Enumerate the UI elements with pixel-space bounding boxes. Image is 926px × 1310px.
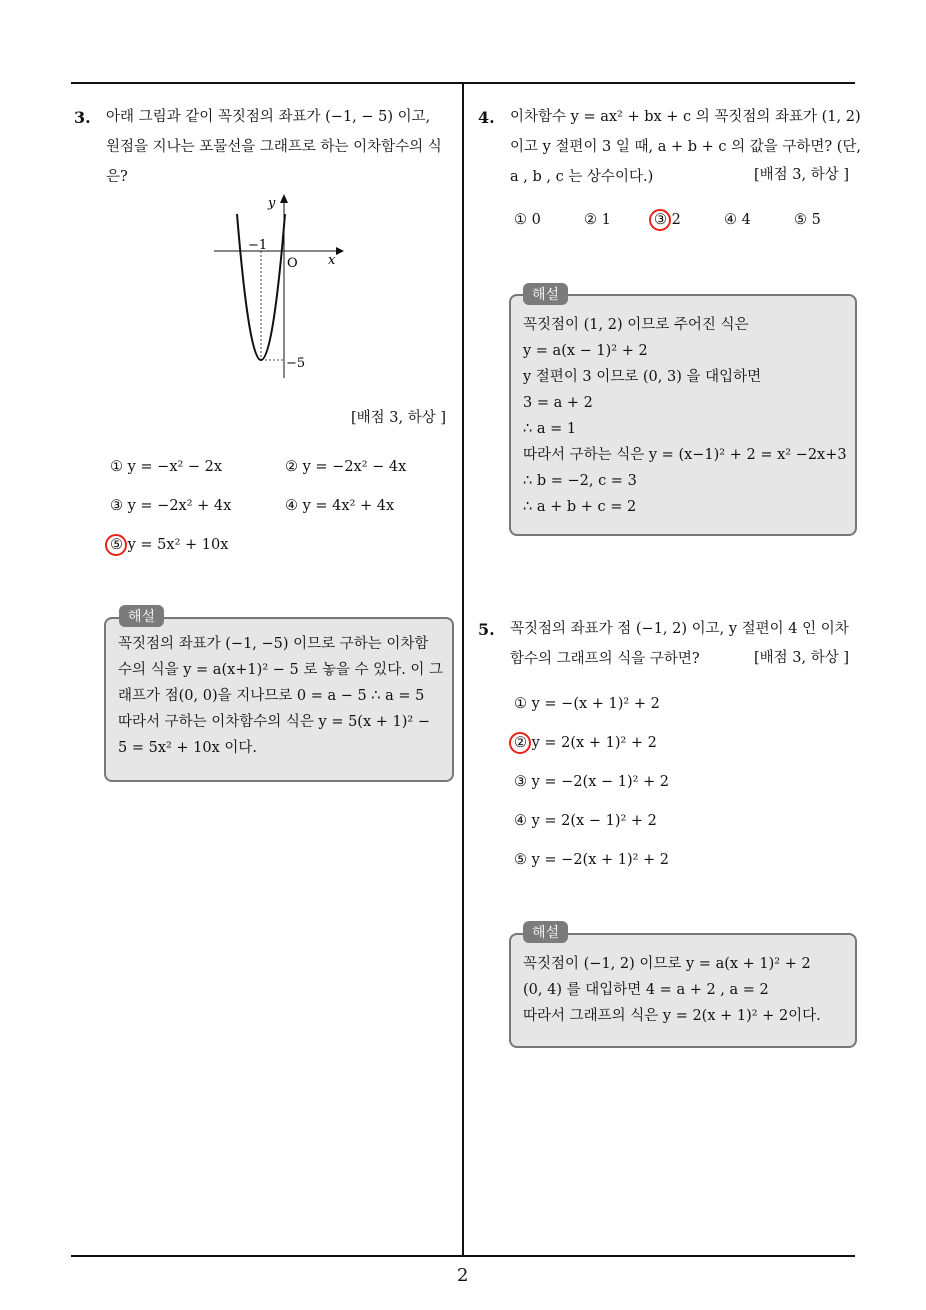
choice-3[interactable]: ③ 2 — [654, 212, 681, 228]
question-line: 함수의 그래프의 식을 구하면? — [510, 651, 700, 667]
question-line: 아래 그림과 같이 꼭짓점의 좌표가 (−1, − 5) 이고, — [106, 109, 431, 125]
solution-line: 5 = 5x² + 10x 이다. — [118, 740, 258, 756]
choice-4[interactable]: ④ y = 2(x − 1)² + 2 — [514, 813, 657, 829]
choice-5[interactable]: ⑤ y = 5x² + 10x — [110, 537, 229, 553]
solution-tag: 해설 — [523, 283, 568, 305]
answer-mark-circle — [649, 209, 671, 231]
answer-mark-circle — [105, 534, 127, 556]
page-number: 2 — [457, 1265, 469, 1286]
solution-box — [509, 933, 857, 1048]
choice-3[interactable]: ③ y = −2(x − 1)² + 2 — [514, 774, 670, 790]
choice-4[interactable]: ④ 4 — [724, 212, 751, 228]
solution-line: ∴ b = −2, c = 3 — [523, 473, 637, 489]
question-text — [106, 102, 442, 192]
choice-4[interactable]: ④ y = 4x² + 4x — [285, 498, 395, 514]
origin-label: O — [287, 256, 298, 271]
question-line: 이차함수 y = ax² + bx + c 의 꼭짓점의 좌표가 (1, 2) — [510, 109, 861, 125]
answer-mark-circle — [509, 732, 531, 754]
question-number: 5. — [478, 620, 495, 639]
tick-label-neg5: −5 — [286, 356, 306, 371]
solution-line: 래프가 점(0, 0)을 지나므로 0 = a − 5 ∴ a = 5 — [118, 688, 425, 704]
tick-label-neg1: −1 — [248, 238, 268, 253]
solution-box — [104, 617, 454, 782]
solution-line: 수의 식을 y = a(x+1)² − 5 로 놓을 수 있다. 이 그 — [118, 662, 444, 678]
choice-3[interactable]: ③ y = −2x² + 4x — [110, 498, 232, 514]
choice-2[interactable]: ② y = −2x² − 4x — [285, 459, 407, 475]
choice-1[interactable]: ① 0 — [514, 212, 541, 228]
question-line: 이고 y 절편이 3 일 때, a + b + c 의 값을 구하면? (단, — [510, 139, 862, 155]
solution-tag: 해설 — [119, 605, 164, 627]
solution-line: y 절편이 3 이므로 (0, 3) 을 대입하면 — [523, 369, 762, 385]
solution-line: 따라서 구하는 식은 y = (x−1)² + 2 = x² −2x+3 — [523, 447, 847, 463]
solution-box — [509, 294, 857, 536]
score-label: [배점 3, 하상 ] — [351, 410, 447, 426]
choice-2[interactable]: ② 1 — [584, 212, 611, 228]
solution-text — [523, 951, 821, 1029]
solution-text — [118, 631, 443, 761]
choice-1[interactable]: ① y = −x² − 2x — [110, 459, 223, 475]
question-line: 원점을 지나는 포물선을 그래프로 하는 이차함수의 식 — [106, 139, 442, 155]
solution-line: 꼭짓점이 (−1, 2) 이므로 y = a(x + 1)² + 2 — [523, 956, 811, 972]
x-axis-arrow — [336, 247, 344, 255]
solution-line: 3 = a + 2 — [523, 395, 593, 411]
y-axis-arrow — [280, 194, 288, 203]
question-number: 3. — [74, 108, 91, 127]
parabola-graph — [210, 192, 350, 382]
solution-line: (0, 4) 를 대입하면 4 = a + 2 , a = 2 — [523, 982, 769, 998]
solution-line: ∴ a + b + c = 2 — [523, 499, 637, 515]
column-divider — [462, 82, 464, 1256]
solution-line: 꼭짓점이 (1, 2) 이므로 주어진 식은 — [523, 317, 749, 333]
question-line: a , b , c 는 상수이다.) — [510, 169, 654, 185]
choice-5[interactable]: ⑤ 5 — [794, 212, 821, 228]
choice-5[interactable]: ⑤ y = −2(x + 1)² + 2 — [514, 852, 670, 868]
score-label: [배점 3, 하상 ] — [754, 650, 850, 666]
score-label: [배점 3, 하상 ] — [754, 167, 850, 183]
y-axis-label: y — [268, 196, 276, 211]
solution-line: y = a(x − 1)² + 2 — [523, 343, 648, 359]
question-number: 4. — [478, 108, 495, 127]
question-line: 은? — [106, 169, 128, 185]
solution-line: 따라서 구하는 이차함수의 식은 y = 5(x + 1)² − — [118, 714, 430, 730]
solution-line: 따라서 그래프의 식은 y = 2(x + 1)² + 2이다. — [523, 1008, 821, 1024]
solution-line: 꼭짓점의 좌표가 (−1, −5) 이므로 구하는 이차함 — [118, 636, 429, 652]
solution-tag: 해설 — [523, 921, 568, 943]
question-line: 꼭짓점의 좌표가 점 (−1, 2) 이고, y 절편이 4 인 이차 — [510, 621, 849, 637]
solution-text — [523, 312, 847, 520]
solution-line: ∴ a = 1 — [523, 421, 577, 437]
choice-2[interactable]: ② y = 2(x + 1)² + 2 — [514, 735, 657, 751]
choice-1[interactable]: ① y = −(x + 1)² + 2 — [514, 696, 660, 712]
x-axis-label: x — [328, 253, 336, 268]
